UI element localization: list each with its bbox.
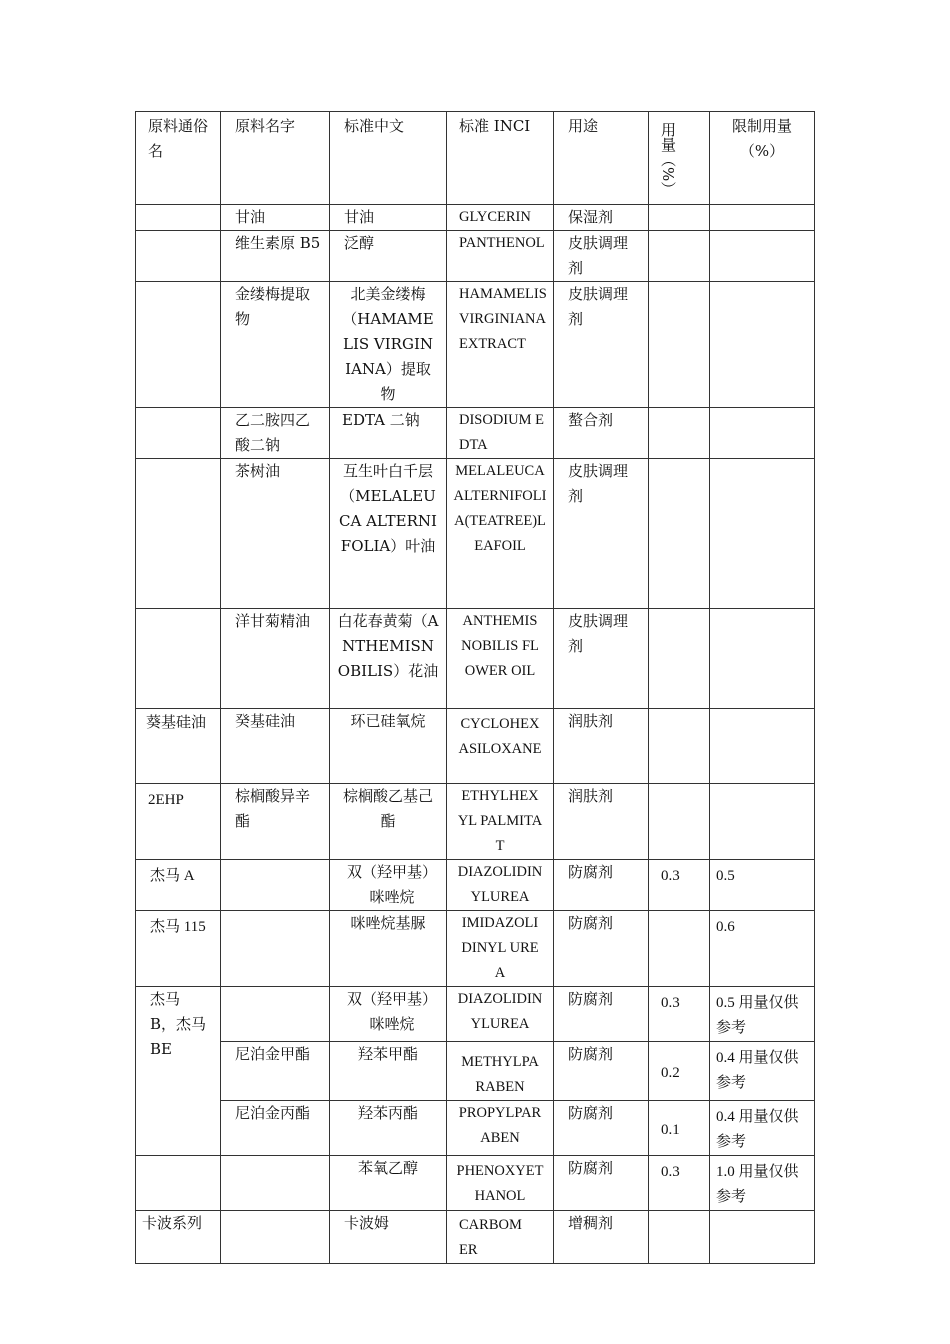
cell-limit — [710, 408, 815, 459]
cell-inci: DIAZOLIDINYLUREA — [447, 987, 554, 1042]
cell-std-cn: 双（羟甲基）咪唑烷 — [330, 860, 447, 911]
cell-name: 尼泊金丙酯 — [221, 1101, 330, 1156]
cell-common: 杰马 B，杰马 BE — [136, 987, 221, 1156]
cell-inci: IMIDAZOLIDINYL UREA — [447, 911, 554, 987]
cell-std-cn: 北美金缕梅（HAMAMELIS VIRGINIANA）提取物 — [330, 282, 447, 408]
cell-use: 保湿剂 — [554, 205, 649, 231]
cell-limit — [710, 609, 815, 709]
cell-common — [136, 408, 221, 459]
cell-inci: PANTHENOL — [447, 231, 554, 282]
cell-common: 葵基硅油 — [136, 709, 221, 784]
cell-common: 2EHP — [136, 784, 221, 860]
cell-amount — [649, 1211, 710, 1264]
cell-amount: 0.3 — [649, 1156, 710, 1211]
table-row — [136, 987, 815, 1042]
cell-amount — [649, 609, 710, 709]
table-row — [136, 408, 815, 459]
cell-name: 棕榈酸异辛酯 — [221, 784, 330, 860]
cell-inci: PHENOXYETHANOL — [447, 1156, 554, 1211]
cell-amount: 0.2 — [649, 1042, 710, 1101]
table-row — [136, 911, 815, 987]
cell-limit: 0.6 — [710, 911, 815, 987]
header-amount-text: 用量（%） — [659, 122, 677, 197]
cell-use: 防腐剂 — [554, 987, 649, 1042]
table-row — [136, 231, 815, 282]
cell-inci: DISODIUM EDTA — [447, 408, 554, 459]
cell-use: 润肤剂 — [554, 709, 649, 784]
cell-use: 润肤剂 — [554, 784, 649, 860]
cell-amount: 0.3 — [649, 987, 710, 1042]
cell-common: 杰马 A — [136, 860, 221, 911]
header-standard-inci: 标准 INCI — [447, 112, 554, 205]
header-common-name: 原料通俗名 — [136, 112, 221, 205]
cell-limit — [710, 784, 815, 860]
cell-limit — [710, 1211, 815, 1264]
cell-name: 乙二胺四乙酸二钠 — [221, 408, 330, 459]
table-row — [136, 1211, 815, 1264]
table-row — [136, 860, 815, 911]
cell-use: 防腐剂 — [554, 1156, 649, 1211]
cell-name — [221, 911, 330, 987]
cell-amount: 0.3 — [649, 860, 710, 911]
table-row — [136, 1042, 815, 1101]
cell-name — [221, 1156, 330, 1211]
cell-limit — [710, 205, 815, 231]
cell-limit: 0.5 — [710, 860, 815, 911]
cell-inci: DIAZOLIDINYLUREA — [447, 860, 554, 911]
cell-limit — [710, 282, 815, 408]
cell-common — [136, 609, 221, 709]
cell-std-cn: 卡波姆 — [330, 1211, 447, 1264]
cell-common — [136, 459, 221, 609]
cell-amount — [649, 709, 710, 784]
cell-inci: METHYLPARABEN — [447, 1042, 554, 1101]
cell-inci: GLYCERIN — [447, 205, 554, 231]
cell-std-cn: 苯氧乙醇 — [330, 1156, 447, 1211]
cell-std-cn: EDTA 二钠 — [330, 408, 447, 459]
cell-amount — [649, 282, 710, 408]
cell-std-cn: 环已硅氧烷 — [330, 709, 447, 784]
cell-name: 茶树油 — [221, 459, 330, 609]
cell-amount — [649, 459, 710, 609]
table-row — [136, 784, 815, 860]
table-row — [136, 1156, 815, 1211]
cell-amount — [649, 911, 710, 987]
cell-use: 防腐剂 — [554, 860, 649, 911]
cell-name: 尼泊金甲酯 — [221, 1042, 330, 1101]
cell-use: 皮肤调理剂 — [554, 282, 649, 408]
cell-std-cn: 甘油 — [330, 205, 447, 231]
cell-use: 皮肤调理剂 — [554, 231, 649, 282]
cell-name — [221, 1211, 330, 1264]
cell-limit: 0.4 用量仅供参考 — [710, 1042, 815, 1101]
header-row — [136, 112, 815, 205]
cell-limit: 0.5 用量仅供参考 — [710, 987, 815, 1042]
cell-std-cn: 棕榈酸乙基己酯 — [330, 784, 447, 860]
cell-std-cn: 互生叶白千层（MELALEUCA ALTERNIFOLIA）叶油 — [330, 459, 447, 609]
cell-inci: ETHYLHEXYL PALMITAT — [447, 784, 554, 860]
cell-amount — [649, 784, 710, 860]
table-row — [136, 709, 815, 784]
table-row — [136, 459, 815, 609]
cell-common — [136, 231, 221, 282]
cell-inci: HAMAMELIS VIRGINIANA EXTRACT — [447, 282, 554, 408]
cell-name — [221, 860, 330, 911]
cell-name: 金缕梅提取物 — [221, 282, 330, 408]
table-row — [136, 609, 815, 709]
cell-inci: ANTHEMIS NOBILIS FLOWER OIL — [447, 609, 554, 709]
cell-use: 螯合剂 — [554, 408, 649, 459]
cell-std-cn: 羟苯丙酯 — [330, 1101, 447, 1156]
cell-limit — [710, 231, 815, 282]
cell-use: 防腐剂 — [554, 1101, 649, 1156]
header-material-name: 原料名字 — [221, 112, 330, 205]
cell-name: 维生素原 B5 — [221, 231, 330, 282]
cell-use: 防腐剂 — [554, 911, 649, 987]
table-row — [136, 1101, 815, 1156]
cell-limit: 1.0 用量仅供参考 — [710, 1156, 815, 1211]
cell-limit: 0.4 用量仅供参考 — [710, 1101, 815, 1156]
cell-common: 杰马 115 — [136, 911, 221, 987]
cell-amount: 0.1 — [649, 1101, 710, 1156]
cell-limit — [710, 709, 815, 784]
cell-name: 甘油 — [221, 205, 330, 231]
cell-inci: CARBOMER — [447, 1211, 554, 1264]
table-row — [136, 205, 815, 231]
cell-std-cn: 双（羟甲基）咪唑烷 — [330, 987, 447, 1042]
cell-limit — [710, 459, 815, 609]
cell-use: 增稠剂 — [554, 1211, 649, 1264]
header-usage: 用途 — [554, 112, 649, 205]
cell-use: 防腐剂 — [554, 1042, 649, 1101]
header-limit: 限制用量（%） — [710, 112, 815, 205]
header-standard-chinese: 标准中文 — [330, 112, 447, 205]
cell-name — [221, 987, 330, 1042]
cell-amount — [649, 408, 710, 459]
cell-std-cn: 白花春黄菊（ANTHEMISNOBILIS）花油 — [330, 609, 447, 709]
cell-use: 皮肤调理剂 — [554, 459, 649, 609]
cell-common — [136, 1156, 221, 1211]
cell-common — [136, 205, 221, 231]
cell-name: 洋甘菊精油 — [221, 609, 330, 709]
cell-std-cn: 羟苯甲酯 — [330, 1042, 447, 1101]
cell-use: 皮肤调理剂 — [554, 609, 649, 709]
header-amount — [649, 112, 710, 205]
cell-std-cn: 咪唑烷基脲 — [330, 911, 447, 987]
cell-common — [136, 282, 221, 408]
cell-amount — [649, 231, 710, 282]
cell-std-cn: 泛醇 — [330, 231, 447, 282]
ingredients-table — [135, 111, 815, 1264]
cell-amount — [649, 205, 710, 231]
table-row — [136, 282, 815, 408]
cell-inci: MELALEUCA ALTERNIFOLIA(TEATREE)LEAFOIL — [447, 459, 554, 609]
cell-inci: CYCLOHEXASILOXANE — [447, 709, 554, 784]
cell-common: 卡波系列 — [136, 1211, 221, 1264]
cell-inci: PROPYLPARABEN — [447, 1101, 554, 1156]
cell-name: 癸基硅油 — [221, 709, 330, 784]
